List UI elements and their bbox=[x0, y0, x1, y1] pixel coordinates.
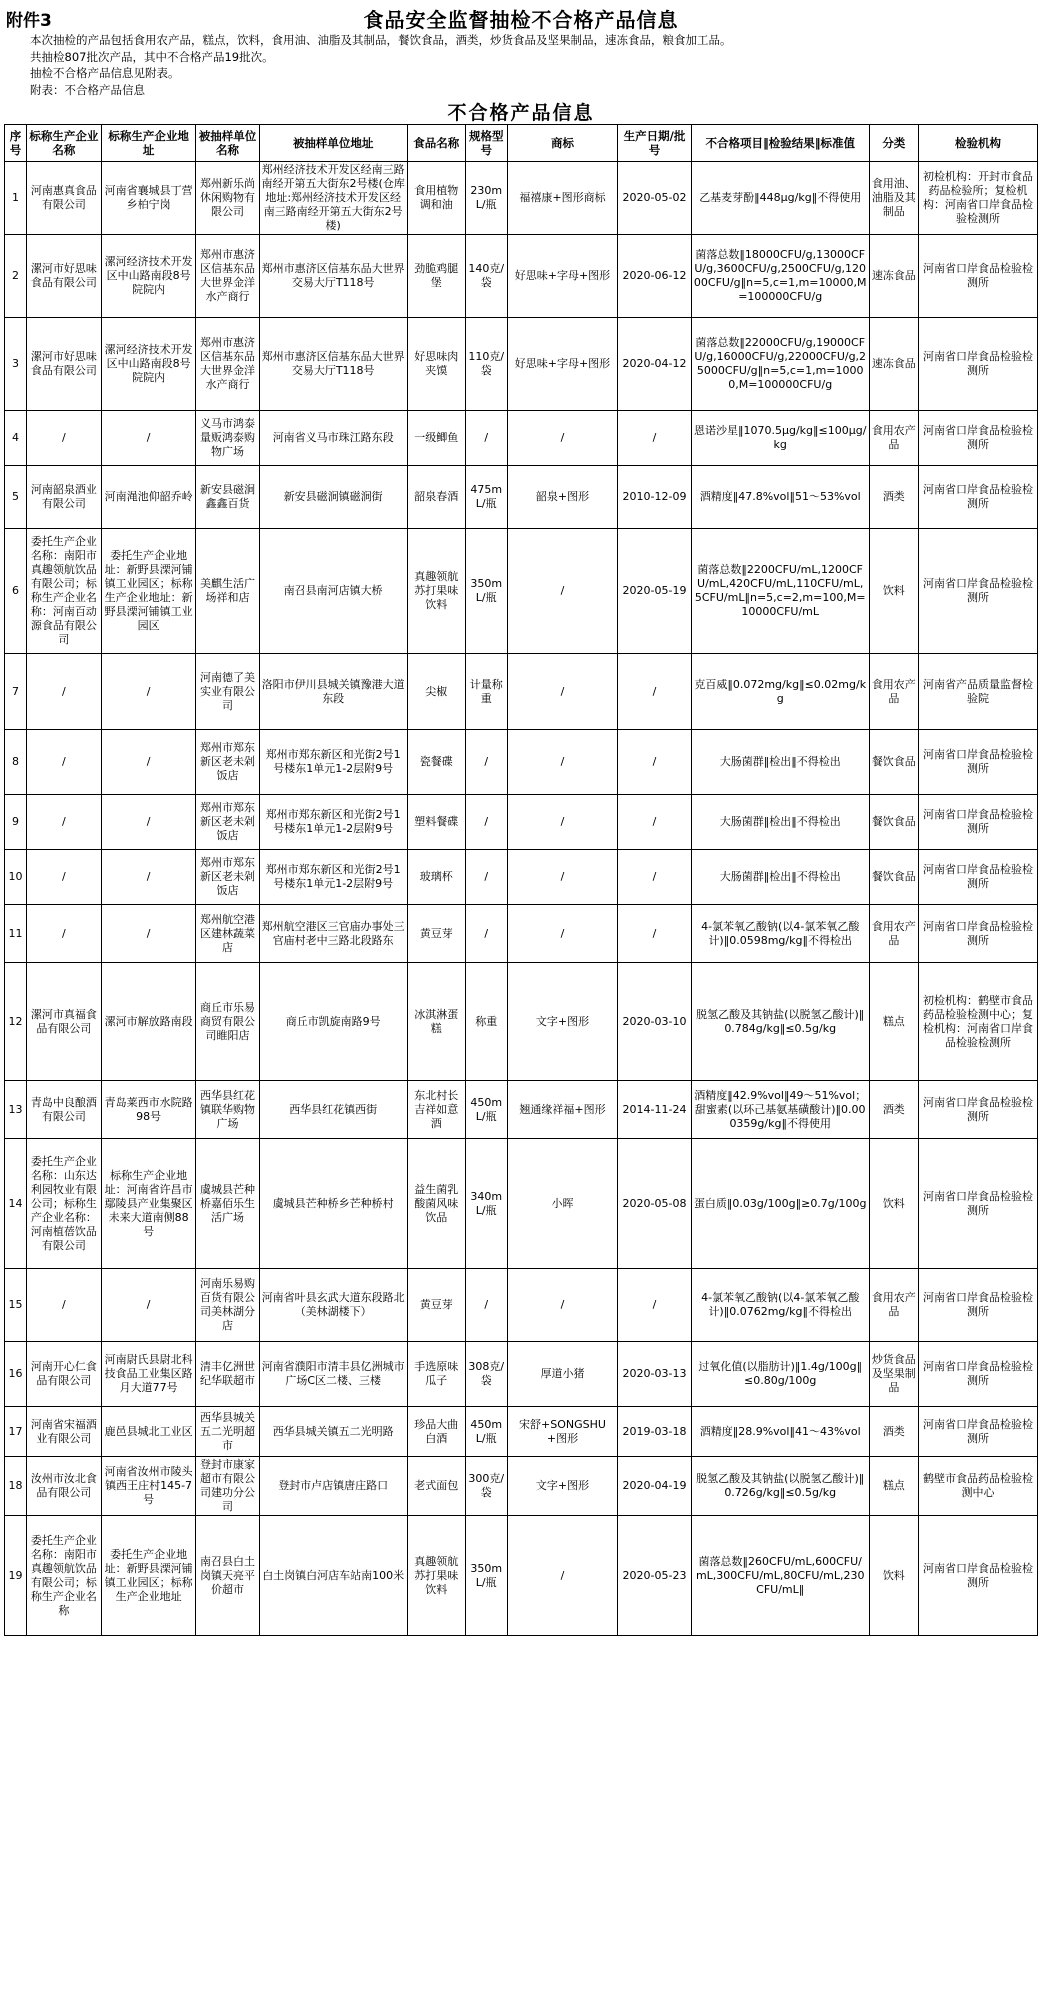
cell-spec: / bbox=[465, 730, 507, 795]
cell-failed-item: 酒精度‖47.8%vol‖51～53%vol bbox=[691, 466, 869, 529]
cell-production-date: 2020-05-02 bbox=[618, 162, 692, 235]
cell-category: 酒类 bbox=[869, 1081, 918, 1139]
cell-failed-item: 酒精度‖28.9%vol‖41～43%vol bbox=[691, 1407, 869, 1457]
cell-producer-address: / bbox=[101, 411, 196, 466]
cell-sampled-unit-address: 郑州市惠济区信基东品大世界交易大厅T118号 bbox=[259, 318, 407, 411]
cell-producer-name: 青岛中良酿酒有限公司 bbox=[27, 1081, 102, 1139]
cell-production-date: 2020-06-12 bbox=[618, 235, 692, 318]
cell-seq: 12 bbox=[5, 963, 27, 1081]
intro-line: 抽检不合格产品信息见附表。 bbox=[30, 66, 180, 80]
cell-failed-item: 4-氯苯氧乙酸钠(以4-氯苯氧乙酸计)‖0.0598mg/kg‖不得检出 bbox=[691, 905, 869, 963]
cell-producer-address: / bbox=[101, 795, 196, 850]
column-header-category: 分类 bbox=[869, 125, 918, 162]
cell-failed-item: 大肠菌群‖检出‖不得检出 bbox=[691, 850, 869, 905]
table-row bbox=[5, 1081, 1038, 1139]
cell-sampled-unit-name: 登封市康家超市有限公司建功分公司 bbox=[196, 1457, 259, 1516]
cell-food-name: 食用植物调和油 bbox=[407, 162, 465, 235]
cell-testing-agency: 河南省口岸食品检验检测所 bbox=[919, 529, 1038, 654]
cell-production-date: 2010-12-09 bbox=[618, 466, 692, 529]
cell-producer-name: 漯河市好思味食品有限公司 bbox=[27, 318, 102, 411]
cell-failed-item: 菌落总数‖2200CFU/mL,1200CFU/mL,420CFU/mL,110CFU/mL,5CFU/mL‖n=5,c=2,m=100,M=10000CFU/mL bbox=[691, 529, 869, 654]
cell-producer-address: 鹿邑县城北工业区 bbox=[101, 1407, 196, 1457]
cell-failed-item: 大肠菌群‖检出‖不得检出 bbox=[691, 795, 869, 850]
cell-food-name: 好思味肉夹馍 bbox=[407, 318, 465, 411]
cell-seq: 19 bbox=[5, 1516, 27, 1636]
cell-trademark: / bbox=[507, 850, 617, 905]
cell-category: 餐饮食品 bbox=[869, 795, 918, 850]
cell-food-name: 黄豆芽 bbox=[407, 1269, 465, 1342]
table-row bbox=[5, 963, 1038, 1081]
cell-producer-address: 河南省汝州市陵头镇西王庄村145-7号 bbox=[101, 1457, 196, 1516]
cell-sampled-unit-name: 郑州航空港区建林蔬菜店 bbox=[196, 905, 259, 963]
cell-producer-address: 漯河市解放路南段 bbox=[101, 963, 196, 1081]
table-row bbox=[5, 730, 1038, 795]
cell-seq: 2 bbox=[5, 235, 27, 318]
cell-category: 饮料 bbox=[869, 1516, 918, 1636]
document-header bbox=[0, 0, 1042, 124]
cell-producer-name: 委托生产企业名称：山东达利园牧业有限公司；标称生产企业名称：河南植蓓饮品有限公司 bbox=[27, 1139, 102, 1269]
cell-producer-name: 河南省宋福酒业有限公司 bbox=[27, 1407, 102, 1457]
cell-trademark: 文字+图形 bbox=[507, 1457, 617, 1516]
cell-sampled-unit-name: 郑州市郑东新区老未剁饭店 bbox=[196, 850, 259, 905]
cell-seq: 3 bbox=[5, 318, 27, 411]
cell-producer-address: 青岛莱西市水院路98号 bbox=[101, 1081, 196, 1139]
cell-seq: 17 bbox=[5, 1407, 27, 1457]
cell-category: 食用油、油脂及其制品 bbox=[869, 162, 918, 235]
cell-sampled-unit-address: 新安县磁涧镇磁涧街 bbox=[259, 466, 407, 529]
cell-trademark: 小晖 bbox=[507, 1139, 617, 1269]
cell-trademark: / bbox=[507, 654, 617, 730]
cell-food-name: 劲脆鸡腿堡 bbox=[407, 235, 465, 318]
cell-sampled-unit-name: 清丰亿洲世纪华联超市 bbox=[196, 1342, 259, 1407]
cell-sampled-unit-address: 白土岗镇白河店车站南100米 bbox=[259, 1516, 407, 1636]
cell-production-date: 2020-05-19 bbox=[618, 529, 692, 654]
cell-sampled-unit-name: 西华县红花镇联华购物广场 bbox=[196, 1081, 259, 1139]
cell-producer-address: 漯河经济技术开发区中山路南段8号院院内 bbox=[101, 318, 196, 411]
cell-spec: / bbox=[465, 411, 507, 466]
cell-producer-name: 委托生产企业名称：南阳市真趣领航饮品有限公司；标称生产企业名称 bbox=[27, 1516, 102, 1636]
cell-category: 食用农产品 bbox=[869, 905, 918, 963]
cell-testing-agency: 河南省口岸食品检验检测所 bbox=[919, 235, 1038, 318]
cell-food-name: 一级鲫鱼 bbox=[407, 411, 465, 466]
cell-production-date: / bbox=[618, 850, 692, 905]
cell-sampled-unit-name: 西华县城关五二光明超市 bbox=[196, 1407, 259, 1457]
cell-category: 食用农产品 bbox=[869, 411, 918, 466]
cell-food-name: 手选原味瓜子 bbox=[407, 1342, 465, 1407]
cell-category: 炒货食品及坚果制品 bbox=[869, 1342, 918, 1407]
column-header-producer-address: 标称生产企业地址 bbox=[101, 125, 196, 162]
cell-category: 饮料 bbox=[869, 529, 918, 654]
cell-spec: 230mL/瓶 bbox=[465, 162, 507, 235]
cell-producer-address: / bbox=[101, 654, 196, 730]
cell-seq: 10 bbox=[5, 850, 27, 905]
cell-spec: 450mL/瓶 bbox=[465, 1081, 507, 1139]
cell-producer-address: 河南渑池仰韶乔岭 bbox=[101, 466, 196, 529]
cell-sampled-unit-name: 义马市鸿泰量贩鸿泰购物广场 bbox=[196, 411, 259, 466]
cell-producer-address: 委托生产企业地址：新野县溧河铺镇工业园区；标称生产企业地址 bbox=[101, 1516, 196, 1636]
cell-production-date: 2020-04-19 bbox=[618, 1457, 692, 1516]
cell-sampled-unit-address: 郑州航空港区三官庙办事处三官庙村老中三路北段路东 bbox=[259, 905, 407, 963]
attachment-label: 附件3 bbox=[6, 11, 52, 31]
cell-failed-item: 酒精度‖42.9%vol‖49～51%vol；甜蜜素(以环己基氨基磺酸计)‖0.000359g/kg‖不得使用 bbox=[691, 1081, 869, 1139]
cell-food-name: 老式面包 bbox=[407, 1457, 465, 1516]
cell-producer-address: / bbox=[101, 1269, 196, 1342]
cell-testing-agency: 河南省口岸食品检验检测所 bbox=[919, 1139, 1038, 1269]
cell-category: 饮料 bbox=[869, 1139, 918, 1269]
cell-category: 食用农产品 bbox=[869, 1269, 918, 1342]
cell-spec: / bbox=[465, 850, 507, 905]
column-header-production-date: 生产日期/批号 bbox=[618, 125, 692, 162]
cell-testing-agency: 鹤壁市食品药品检验检测中心 bbox=[919, 1457, 1038, 1516]
cell-producer-address: / bbox=[101, 730, 196, 795]
cell-producer-name: 河南惠真食品有限公司 bbox=[27, 162, 102, 235]
cell-testing-agency: 河南省产品质量监督检验院 bbox=[919, 654, 1038, 730]
cell-producer-address: 漯河经济技术开发区中山路南段8号院院内 bbox=[101, 235, 196, 318]
cell-testing-agency: 河南省口岸食品检验检测所 bbox=[919, 411, 1038, 466]
cell-spec: 350mL/瓶 bbox=[465, 1516, 507, 1636]
table-row bbox=[5, 905, 1038, 963]
table-row bbox=[5, 850, 1038, 905]
cell-trademark: 韶泉+图形 bbox=[507, 466, 617, 529]
table-row bbox=[5, 1139, 1038, 1269]
cell-failed-item: 菌落总数‖22000CFU/g,19000CFU/g,16000CFU/g,22000CFU/g,25000CFU/g‖n=5,c=1,m=10000,M=100000CFU/g bbox=[691, 318, 869, 411]
intro-text bbox=[30, 32, 732, 98]
cell-trademark: / bbox=[507, 1269, 617, 1342]
table-row bbox=[5, 529, 1038, 654]
cell-spec: 计量称重 bbox=[465, 654, 507, 730]
cell-seq: 18 bbox=[5, 1457, 27, 1516]
cell-sampled-unit-name: 虞城县芒种桥嘉佰乐生活广场 bbox=[196, 1139, 259, 1269]
cell-sampled-unit-address: 西华县红花镇西街 bbox=[259, 1081, 407, 1139]
cell-trademark: 好思味+字母+图形 bbox=[507, 235, 617, 318]
column-header-sampled-unit-name: 被抽样单位名称 bbox=[196, 125, 259, 162]
cell-testing-agency: 河南省口岸食品检验检测所 bbox=[919, 795, 1038, 850]
cell-sampled-unit-address: 郑州经济技术开发区经南三路南经开第五大街东2号楼(仓库地址:郑州经济技术开发区经南三路南经开第五大街东2号楼) bbox=[259, 162, 407, 235]
cell-trademark: / bbox=[507, 730, 617, 795]
table-row bbox=[5, 318, 1038, 411]
cell-testing-agency: 河南省口岸食品检验检测所 bbox=[919, 850, 1038, 905]
cell-trademark: 福禧康+图形商标 bbox=[507, 162, 617, 235]
cell-spec: 300克/袋 bbox=[465, 1457, 507, 1516]
table-row bbox=[5, 654, 1038, 730]
cell-testing-agency: 河南省口岸食品检验检测所 bbox=[919, 1269, 1038, 1342]
cell-sampled-unit-address: 河南省濮阳市清丰县亿洲城市广场C区二楼、三楼 bbox=[259, 1342, 407, 1407]
table-row bbox=[5, 235, 1038, 318]
table-row bbox=[5, 1457, 1038, 1516]
cell-food-name: 冰淇淋蛋糕 bbox=[407, 963, 465, 1081]
noncompliant-products-table bbox=[4, 124, 1038, 1636]
cell-spec: 340mL/瓶 bbox=[465, 1139, 507, 1269]
cell-spec: 称重 bbox=[465, 963, 507, 1081]
cell-sampled-unit-address: 洛阳市伊川县城关镇豫港大道东段 bbox=[259, 654, 407, 730]
cell-production-date: / bbox=[618, 905, 692, 963]
cell-sampled-unit-name: 郑州新乐尚休闲购物有限公司 bbox=[196, 162, 259, 235]
cell-food-name: 真趣领航苏打果味饮料 bbox=[407, 1516, 465, 1636]
table-row bbox=[5, 795, 1038, 850]
cell-trademark: / bbox=[507, 795, 617, 850]
cell-category: 糕点 bbox=[869, 1457, 918, 1516]
cell-seq: 6 bbox=[5, 529, 27, 654]
cell-spec: 450mL/瓶 bbox=[465, 1407, 507, 1457]
cell-producer-address: 委托生产企业地址：新野县溧河铺镇工业园区；标称生产企业地址：新野县溧河铺镇工业园区 bbox=[101, 529, 196, 654]
cell-production-date: / bbox=[618, 654, 692, 730]
cell-spec: / bbox=[465, 1269, 507, 1342]
cell-failed-item: 大肠菌群‖检出‖不得检出 bbox=[691, 730, 869, 795]
cell-seq: 16 bbox=[5, 1342, 27, 1407]
cell-category: 糕点 bbox=[869, 963, 918, 1081]
cell-spec: 140克/袋 bbox=[465, 235, 507, 318]
table-row bbox=[5, 411, 1038, 466]
cell-food-name: 瓷餐碟 bbox=[407, 730, 465, 795]
cell-seq: 5 bbox=[5, 466, 27, 529]
cell-producer-address: 河南尉氏县尉北科技食品工业集区路月大道77号 bbox=[101, 1342, 196, 1407]
cell-testing-agency: 河南省口岸食品检验检测所 bbox=[919, 1516, 1038, 1636]
table-title: 不合格产品信息 bbox=[447, 102, 595, 124]
intro-line: 本次抽检的产品包括食用农产品，糕点，饮料，食用油、油脂及其制品，餐饮食品，酒类，炒货食品及坚果制品，速冻食品，粮食加工品。 bbox=[30, 33, 732, 47]
cell-sampled-unit-name: 郑州市郑东新区老未剁饭店 bbox=[196, 795, 259, 850]
cell-production-date: / bbox=[618, 1269, 692, 1342]
column-header-trademark: 商标 bbox=[507, 125, 617, 162]
cell-producer-name: / bbox=[27, 850, 102, 905]
cell-sampled-unit-address: 商丘市凯旋南路9号 bbox=[259, 963, 407, 1081]
cell-sampled-unit-address: 郑州市惠济区信基东品大世界交易大厅T118号 bbox=[259, 235, 407, 318]
cell-food-name: 黄豆芽 bbox=[407, 905, 465, 963]
table-body bbox=[5, 162, 1038, 1636]
cell-failed-item: 脱氢乙酸及其钠盐(以脱氢乙酸计)‖0.726g/kg‖≤0.5g/kg bbox=[691, 1457, 869, 1516]
cell-producer-name: / bbox=[27, 905, 102, 963]
cell-seq: 9 bbox=[5, 795, 27, 850]
cell-sampled-unit-name: 郑州市惠济区信基东品大世界金洋水产商行 bbox=[196, 318, 259, 411]
cell-sampled-unit-address: 郑州市郑东新区和光街2号1号楼东1单元1-2层附9号 bbox=[259, 730, 407, 795]
cell-production-date: 2014-11-24 bbox=[618, 1081, 692, 1139]
cell-spec: / bbox=[465, 905, 507, 963]
cell-testing-agency: 河南省口岸食品检验检测所 bbox=[919, 1407, 1038, 1457]
cell-category: 餐饮食品 bbox=[869, 730, 918, 795]
cell-producer-name: 汝州市汝北食品有限公司 bbox=[27, 1457, 102, 1516]
table-header-row bbox=[5, 125, 1038, 162]
column-header-producer-name: 标称生产企业名称 bbox=[27, 125, 102, 162]
cell-testing-agency: 初检机构：鹤壁市食品药品检验检测中心；复检机构：河南省口岸食品检验检测所 bbox=[919, 963, 1038, 1081]
cell-category: 餐饮食品 bbox=[869, 850, 918, 905]
cell-producer-address: / bbox=[101, 850, 196, 905]
cell-sampled-unit-address: 南召县南河店镇大桥 bbox=[259, 529, 407, 654]
cell-seq: 14 bbox=[5, 1139, 27, 1269]
cell-producer-name: 漯河市好思味食品有限公司 bbox=[27, 235, 102, 318]
cell-food-name: 韶泉春酒 bbox=[407, 466, 465, 529]
intro-line: 附表：不合格产品信息 bbox=[30, 82, 145, 97]
cell-seq: 4 bbox=[5, 411, 27, 466]
cell-seq: 15 bbox=[5, 1269, 27, 1342]
cell-producer-address: 河南省襄城县丁营乡柏宁岗 bbox=[101, 162, 196, 235]
cell-seq: 13 bbox=[5, 1081, 27, 1139]
cell-producer-address: / bbox=[101, 905, 196, 963]
cell-trademark: / bbox=[507, 529, 617, 654]
cell-category: 速冻食品 bbox=[869, 318, 918, 411]
cell-failed-item: 蛋白质‖0.03g/100g‖≥0.7g/100g bbox=[691, 1139, 869, 1269]
cell-food-name: 玻璃杯 bbox=[407, 850, 465, 905]
cell-production-date: / bbox=[618, 795, 692, 850]
cell-testing-agency: 河南省口岸食品检验检测所 bbox=[919, 466, 1038, 529]
cell-testing-agency: 河南省口岸食品检验检测所 bbox=[919, 1081, 1038, 1139]
cell-producer-name: / bbox=[27, 1269, 102, 1342]
cell-production-date: / bbox=[618, 730, 692, 795]
cell-food-name: 尖椒 bbox=[407, 654, 465, 730]
cell-sampled-unit-address: 西华县城关镇五二光明路 bbox=[259, 1407, 407, 1457]
cell-sampled-unit-address: 郑州市郑东新区和光街2号1号楼东1单元1-2层附9号 bbox=[259, 795, 407, 850]
cell-trademark: 宋舒+SONGSHU+图形 bbox=[507, 1407, 617, 1457]
table-row bbox=[5, 466, 1038, 529]
cell-producer-name: / bbox=[27, 730, 102, 795]
cell-sampled-unit-name: 郑州市惠济区信基东品大世界金洋水产商行 bbox=[196, 235, 259, 318]
cell-producer-name: / bbox=[27, 411, 102, 466]
cell-failed-item: 恩诺沙星‖1070.5μg/kg‖≤100μg/kg bbox=[691, 411, 869, 466]
cell-food-name: 东北村长吉祥如意酒 bbox=[407, 1081, 465, 1139]
cell-production-date: / bbox=[618, 411, 692, 466]
column-header-food-name: 食品名称 bbox=[407, 125, 465, 162]
cell-producer-name: 漯河市真福食品有限公司 bbox=[27, 963, 102, 1081]
cell-food-name: 真趣领航苏打果味饮料 bbox=[407, 529, 465, 654]
cell-sampled-unit-address: 河南省义马市珠江路东段 bbox=[259, 411, 407, 466]
column-header-testing-agency: 检验机构 bbox=[919, 125, 1038, 162]
cell-category: 酒类 bbox=[869, 1407, 918, 1457]
cell-food-name: 益生菌乳酸菌风味饮品 bbox=[407, 1139, 465, 1269]
column-header-spec: 规格型号 bbox=[465, 125, 507, 162]
cell-trademark: / bbox=[507, 905, 617, 963]
cell-sampled-unit-name: 河南德了美实业有限公司 bbox=[196, 654, 259, 730]
cell-spec: 475mL/瓶 bbox=[465, 466, 507, 529]
cell-production-date: 2019-03-18 bbox=[618, 1407, 692, 1457]
cell-trademark: 厚道小猪 bbox=[507, 1342, 617, 1407]
cell-testing-agency: 初检机构：开封市食品药品检验所；复检机构：河南省口岸食品检验检测所 bbox=[919, 162, 1038, 235]
cell-sampled-unit-name: 郑州市郑东新区老未剁饭店 bbox=[196, 730, 259, 795]
cell-seq: 8 bbox=[5, 730, 27, 795]
cell-seq: 1 bbox=[5, 162, 27, 235]
table-row bbox=[5, 1516, 1038, 1636]
column-header-sampled-unit-address: 被抽样单位地址 bbox=[259, 125, 407, 162]
cell-production-date: 2020-05-08 bbox=[618, 1139, 692, 1269]
cell-spec: 350mL/瓶 bbox=[465, 529, 507, 654]
intro-line: 共抽检807批次产品，其中不合格产品19批次。 bbox=[30, 49, 274, 64]
cell-production-date: 2020-05-23 bbox=[618, 1516, 692, 1636]
cell-sampled-unit-name: 商丘市乐易商贸有限公司睢阳店 bbox=[196, 963, 259, 1081]
cell-spec: 308克/袋 bbox=[465, 1342, 507, 1407]
cell-failed-item: 克百威‖0.072mg/kg‖≤0.02mg/kg bbox=[691, 654, 869, 730]
cell-producer-name: / bbox=[27, 795, 102, 850]
column-header-failed-item: 不合格项目‖检验结果‖标准值 bbox=[691, 125, 869, 162]
cell-production-date: 2020-04-12 bbox=[618, 318, 692, 411]
cell-category: 食用农产品 bbox=[869, 654, 918, 730]
cell-sampled-unit-address: 郑州市郑东新区和光街2号1号楼东1单元1-2层附9号 bbox=[259, 850, 407, 905]
table-row bbox=[5, 1342, 1038, 1407]
cell-testing-agency: 河南省口岸食品检验检测所 bbox=[919, 1342, 1038, 1407]
cell-spec: / bbox=[465, 795, 507, 850]
cell-trademark: 好思味+字母+图形 bbox=[507, 318, 617, 411]
cell-sampled-unit-name: 美麒生活广场祥和店 bbox=[196, 529, 259, 654]
cell-sampled-unit-name: 新安县磁涧鑫鑫百货 bbox=[196, 466, 259, 529]
cell-sampled-unit-address: 虞城县芒种桥乡芒种桥村 bbox=[259, 1139, 407, 1269]
cell-producer-name: 委托生产企业名称：南阳市真趣领航饮品有限公司；标称生产企业名称：河南百动源食品有限公司 bbox=[27, 529, 102, 654]
cell-category: 酒类 bbox=[869, 466, 918, 529]
document-title: 食品安全监督抽检不合格产品信息 bbox=[363, 8, 679, 32]
cell-trademark: / bbox=[507, 1516, 617, 1636]
cell-testing-agency: 河南省口岸食品检验检测所 bbox=[919, 318, 1038, 411]
cell-testing-agency: 河南省口岸食品检验检测所 bbox=[919, 905, 1038, 963]
table-row bbox=[5, 162, 1038, 235]
cell-producer-name: / bbox=[27, 654, 102, 730]
cell-trademark: / bbox=[507, 411, 617, 466]
cell-failed-item: 4-氯苯氧乙酸钠(以4-氯苯氧乙酸计)‖0.0762mg/kg‖不得检出 bbox=[691, 1269, 869, 1342]
table-row bbox=[5, 1269, 1038, 1342]
cell-failed-item: 脱氢乙酸及其钠盐(以脱氢乙酸计)‖0.784g/kg‖≤0.5g/kg bbox=[691, 963, 869, 1081]
cell-seq: 11 bbox=[5, 905, 27, 963]
cell-testing-agency: 河南省口岸食品检验检测所 bbox=[919, 730, 1038, 795]
cell-producer-name: 河南韶泉酒业有限公司 bbox=[27, 466, 102, 529]
cell-sampled-unit-name: 南召县白土岗镇天亮平价超市 bbox=[196, 1516, 259, 1636]
cell-category: 速冻食品 bbox=[869, 235, 918, 318]
cell-production-date: 2020-03-10 bbox=[618, 963, 692, 1081]
cell-production-date: 2020-03-13 bbox=[618, 1342, 692, 1407]
cell-trademark: 文字+图形 bbox=[507, 963, 617, 1081]
cell-sampled-unit-address: 河南省叶县玄武大道东段路北（美林湖楼下） bbox=[259, 1269, 407, 1342]
cell-trademark: 翘通缘祥福+图形 bbox=[507, 1081, 617, 1139]
column-header-seq: 序号 bbox=[5, 125, 27, 162]
cell-spec: 110克/袋 bbox=[465, 318, 507, 411]
cell-producer-address: 标称生产企业地址：河南省许昌市鄢陵县产业集聚区未来大道南侧88号 bbox=[101, 1139, 196, 1269]
cell-producer-name: 河南开心仁食品有限公司 bbox=[27, 1342, 102, 1407]
cell-sampled-unit-name: 河南乐易购百货有限公司美林湖分店 bbox=[196, 1269, 259, 1342]
table-row bbox=[5, 1407, 1038, 1457]
cell-failed-item: 菌落总数‖18000CFU/g,13000CFU/g,3600CFU/g,2500CFU/g,12000CFU/g‖n=5,c=1,m=10000,M=100000CFU/g bbox=[691, 235, 869, 318]
cell-food-name: 珍品大曲白酒 bbox=[407, 1407, 465, 1457]
cell-failed-item: 菌落总数‖260CFU/mL,600CFU/mL,300CFU/mL,80CFU/mL,230CFU/mL‖ bbox=[691, 1516, 869, 1636]
cell-sampled-unit-address: 登封市卢店镇唐庄路口 bbox=[259, 1457, 407, 1516]
cell-food-name: 塑料餐碟 bbox=[407, 795, 465, 850]
cell-failed-item: 乙基麦芽酚‖448μg/kg‖不得使用 bbox=[691, 162, 869, 235]
cell-seq: 7 bbox=[5, 654, 27, 730]
cell-failed-item: 过氧化值(以脂肪计)‖1.4g/100g‖≤0.80g/100g bbox=[691, 1342, 869, 1407]
